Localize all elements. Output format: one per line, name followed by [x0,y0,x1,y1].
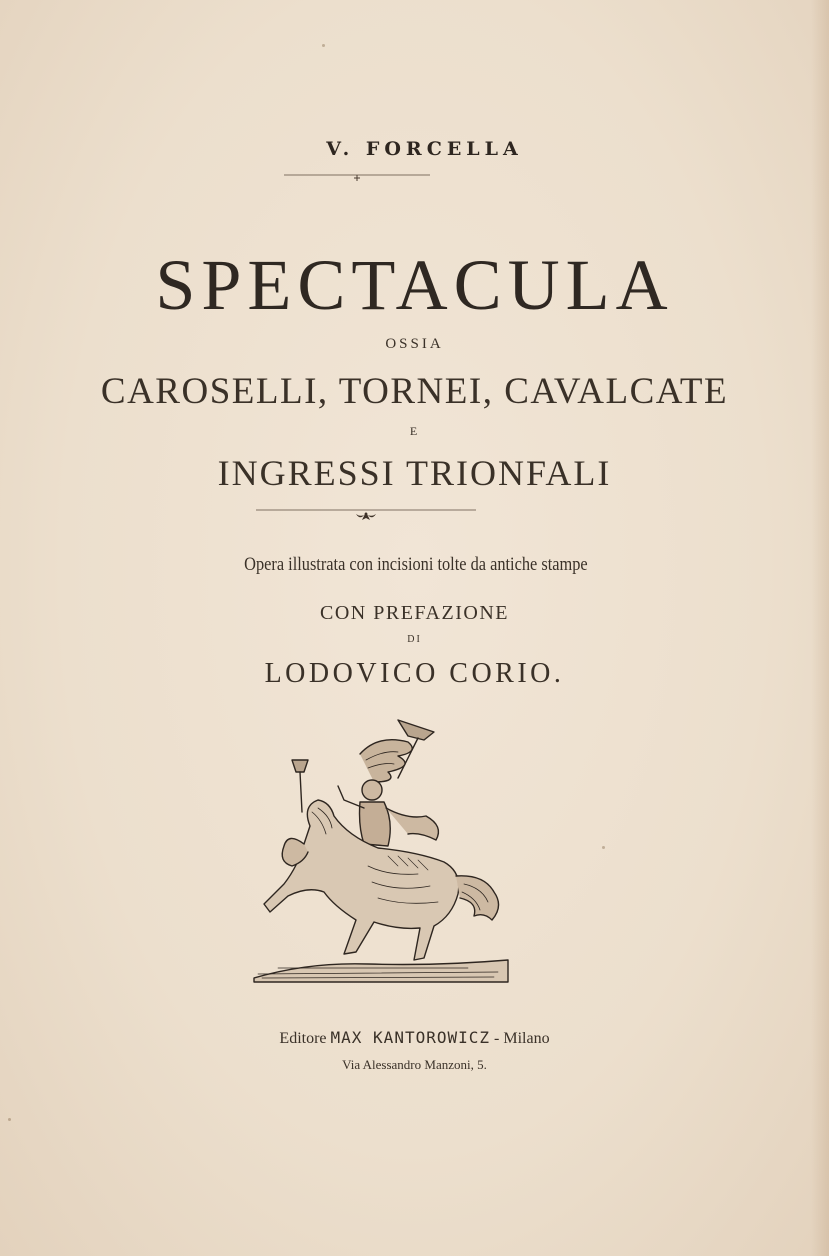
publisher-city: Milano [503,1030,550,1047]
preface-label: CON PREFAZIONE [320,602,509,624]
paper-speck [8,1118,11,1121]
small-rule-divider [284,171,430,183]
book-title: SPECTACULA [155,245,674,325]
author-name: V. FORCELLA [326,138,523,160]
publisher-separator: - [494,1030,500,1047]
publisher-name: MAX KANTOROWICZ [330,1028,491,1047]
publisher-address: Via Alessandro Manzoni, 5. [342,1057,487,1072]
connector-ossia: OSSIA [385,336,444,352]
preface-author: LODOVICO CORIO. [264,658,565,689]
subtitle-line-1: CAROSELLI, TORNEI, CAVALCATE [100,371,729,412]
publisher-prefix: Editore [279,1030,327,1047]
preface-di: DI [407,634,422,645]
ornament-rule-divider [256,506,476,524]
knight-on-horseback-engraving-icon [248,716,514,992]
publisher-line [0,1028,829,1048]
paper-speck [602,846,605,849]
subtitle-line-2: INGRESSI TRIONFALI [217,453,612,493]
description-line: Opera illustrata con incisioni tolte da antiche stampe [244,554,588,575]
connector-e: E [409,424,420,438]
paper-speck [322,44,325,47]
